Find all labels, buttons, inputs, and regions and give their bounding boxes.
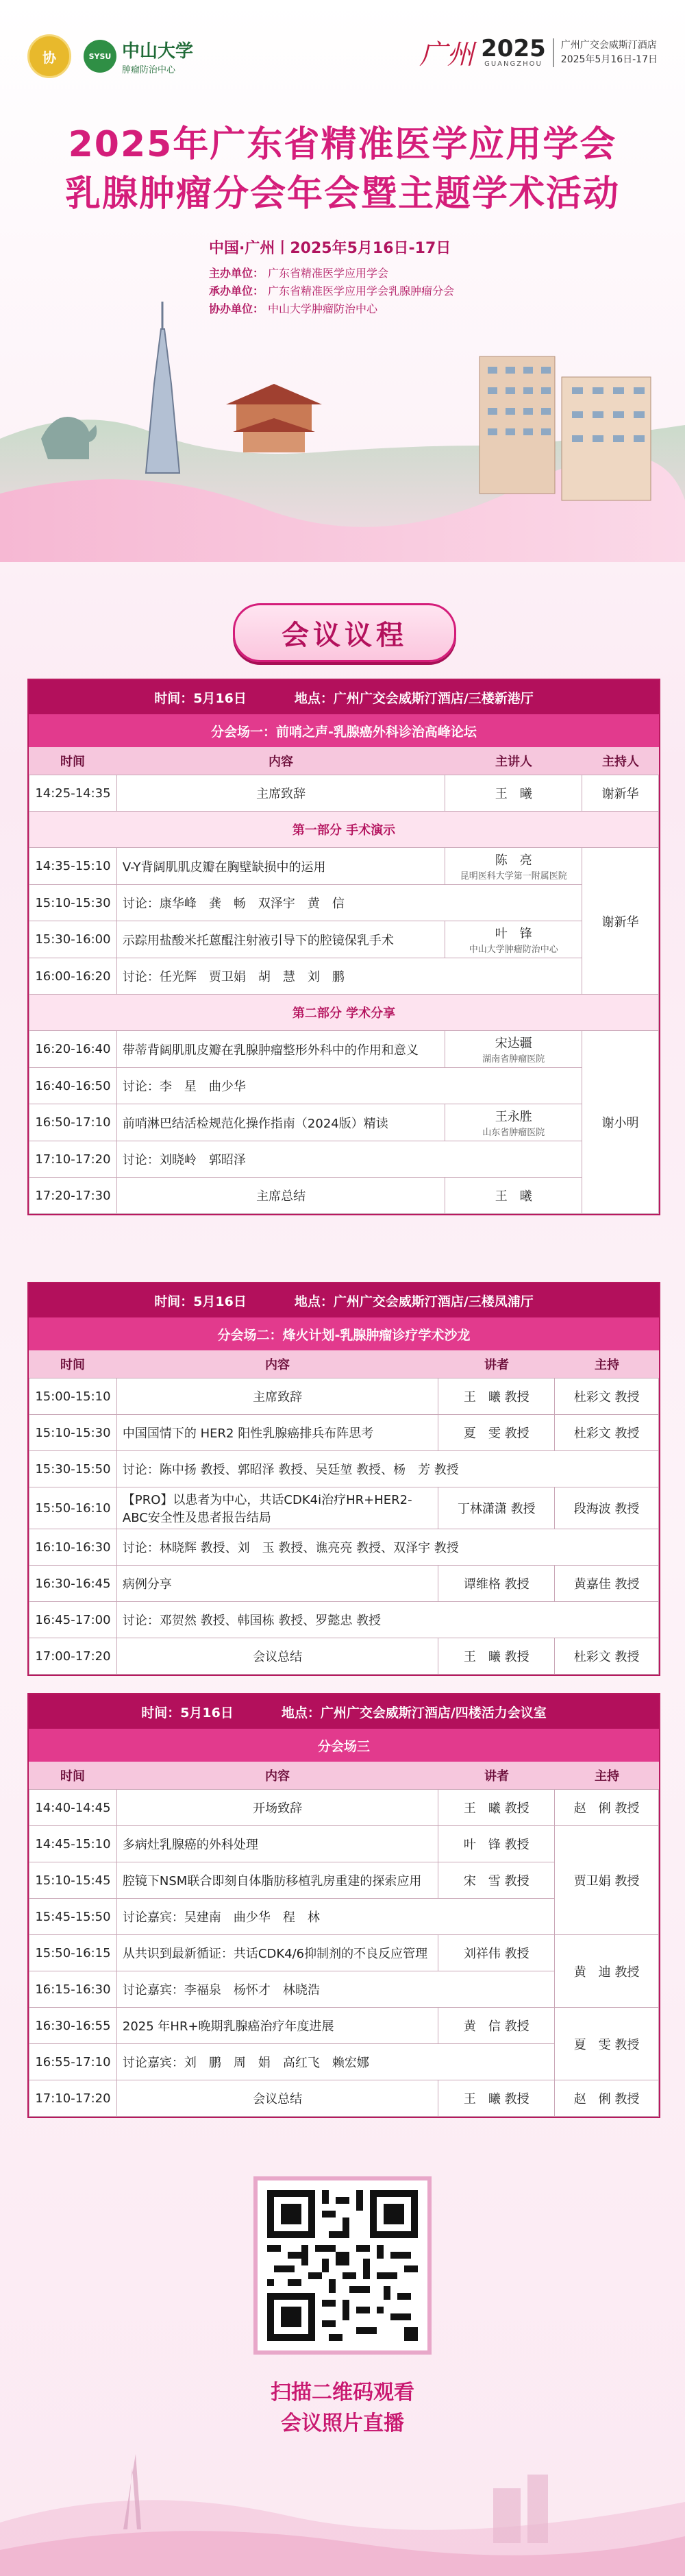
table-row: 16:10-16:30 讨论：林晓辉 教授、刘 玉 教授、谯亮亮 教授、双泽宇 教授 [29, 1529, 659, 1566]
table-row: 17:10-17:20 讨论：刘晓岭 郭昭泽 [29, 1141, 659, 1178]
table-row: 15:10-15:45 腔镜下NSM联合即刻自体脂肪移植乳房重建的探索应用 宋 雪 教授 [29, 1862, 659, 1899]
session-3-name: 分会场三 [29, 1729, 659, 1762]
session-1-time: 时间：5月16日 [154, 690, 247, 706]
session-3-place: 地点：广州广交会威斯汀酒店/四楼活力会议室 [281, 1705, 547, 1721]
footer-scenery-decoration [0, 2440, 685, 2576]
session-3-time: 时间：5月16日 [141, 1705, 234, 1721]
table-row: 16:30-16:55 2025 年HR+晚期乳腺癌治疗年度进展 黄 信 教授 夏 雯 教授 [29, 2008, 659, 2044]
sysu-logo [84, 37, 193, 75]
table-row: 17:00-17:20 会议总结 王 曦 教授 杜彩文 教授 [29, 1638, 659, 1675]
session-2-place: 地点：广州广交会威斯汀酒店/三楼凤浦厅 [294, 1293, 534, 1309]
agenda-section-title: 会议议程 [233, 603, 456, 662]
table-row: 15:50-16:10 【PRO】以患者为中心，共话CDK4i治疗HR+HER2-ABC安全性及患者报告结局 丁林潇潇 教授 段海波 教授 [29, 1487, 659, 1529]
table-row: 17:10-17:20 会议总结 王 曦 教授 赵 俐 教授 [29, 2080, 659, 2117]
part-row: 第一部分 手术演示 [29, 812, 659, 848]
table-row: 15:30-15:50 讨论：陈中扬 教授、郭昭泽 教授、吴廷堃 教授、杨 芳 教授 [29, 1451, 659, 1487]
session-1-name: 分会场一：前哨之声-乳腺癌外科诊治高峰论坛 [29, 714, 659, 747]
table-row: 16:55-17:10 讨论嘉宾：刘 鹏 周 娟 高红飞 赖宏娜 [29, 2044, 659, 2080]
table-row: 16:40-16:50 讨论：李 星 曲少华 [29, 1068, 659, 1104]
table-row: 15:10-15:30 讨论：康华峰 龚 畅 双泽宇 黄 信 [29, 885, 659, 921]
table-row: 16:00-16:20 讨论：任光辉 贾卫娟 胡 慧 刘 鹏 [29, 958, 659, 995]
session-3-columns: 时间 内容 讲者 主持 [29, 1762, 659, 1789]
table-row: 14:35-15:10 V-Y背阔肌肌皮瓣在胸壁缺损中的运用 陈 亮 昆明医科大学第一附属医院 谢新华 [29, 848, 659, 885]
table-row: 16:20-16:40 带蒂背阔肌肌皮瓣在乳腺肿瘤整形外科中的作用和意义 宋达疆 湖南省肿瘤医院 谢小明 [29, 1031, 659, 1068]
organizer-row: 承办单位： 广东省精准医学应用学会乳腺肿瘤分会 [209, 284, 455, 297]
session-2-name: 分会场二：烽火计划-乳腺肿瘤诊疗学术沙龙 [29, 1317, 659, 1350]
year: 2025 [481, 35, 546, 62]
city-badge [419, 33, 658, 72]
session-3-table [27, 1693, 660, 2118]
table-row: 14:25-14:35 主席致辞 王 曦 谢新华 [29, 775, 659, 812]
photo-live-qr-code[interactable] [253, 2176, 432, 2355]
session-2-schedule [29, 1378, 659, 1675]
table-row: 14:40-14:45 开场致辞 王 曦 教授 赵 俐 教授 [29, 1790, 659, 1826]
city-en: GUANGZHOU [484, 60, 543, 68]
location-date: 中国·广州丨2025年5月16日-17日 [209, 240, 451, 257]
table-row: 16:15-16:30 讨论嘉宾：李福泉 杨怀才 林晓浩 [29, 1971, 659, 2008]
sysu-sub: 肿瘤防治中心 [122, 65, 176, 75]
table-row: 16:30-16:45 病例分享 谭维格 教授 黄嘉佳 教授 [29, 1566, 659, 1602]
venue: 广州广交会威斯汀酒店 [560, 39, 657, 51]
session-1-place: 地点：广州广交会威斯汀酒店/三楼新港厅 [294, 690, 534, 706]
sysu-emblem-icon: SYSU [84, 40, 116, 73]
session-2-table [27, 1282, 660, 1676]
session-1-table [27, 679, 660, 1215]
main-title-line2: 乳腺肿瘤分会年会暨主题学术活动 [64, 173, 620, 215]
table-row: 15:10-15:30 中国国情下的 HER2 阳性乳腺癌排兵布阵思考 夏 雯 教授 杜彩文 教授 [29, 1415, 659, 1451]
session-1-columns: 时间 内容 主讲人 主持人 [29, 747, 659, 775]
qr-code-icon [267, 2190, 418, 2341]
table-row: 15:45-15:50 讨论嘉宾：吴建南 曲少华 程 林 [29, 1899, 659, 1935]
table-row: 16:50-17:10 前哨淋巴结活检规范化操作指南（2024版）精读 王永胜 山东省肿瘤医院 [29, 1104, 659, 1141]
session-3-schedule [29, 1789, 659, 2117]
session-2-columns: 时间 内容 讲者 主持 [29, 1350, 659, 1378]
organizer-logos [27, 34, 193, 78]
qr-caption-line1: 扫描二维码观看 [271, 2381, 414, 2405]
session-1-schedule [29, 775, 659, 1214]
society-logo: 协 [27, 34, 71, 78]
city-name: 广州 [419, 39, 475, 71]
qr-caption-line2: 会议照片直播 [281, 2411, 404, 2435]
table-row: 15:30-16:00 示踪用盐酸米托蒽醌注射液引导下的腔镜保乳手术 叶 锋 中山大学肿瘤防治中心 [29, 921, 659, 958]
dates: 2025年5月16日-17日 [560, 53, 658, 65]
table-row: 15:00-15:10 主席致辞 王 曦 教授 杜彩文 教授 [29, 1378, 659, 1415]
table-row: 14:45-15:10 多病灶乳腺癌的外科处理 叶 锋 教授 贾卫娟 教授 [29, 1826, 659, 1862]
part-row: 第二部分 学术分享 [29, 995, 659, 1031]
table-row: 15:50-16:15 从共识到最新循证：共话CDK4/6抑制剂的不良反应管理 刘祥伟 教授 黄 迪 教授 [29, 1935, 659, 1971]
co-organizer-row: 协办单位： 中山大学肿瘤防治中心 [209, 302, 378, 315]
guangzhou-scenery-illustration [0, 302, 685, 562]
host-row: 主办单位： 广东省精准医学应用学会 [209, 267, 389, 280]
table-row: 16:45-17:00 讨论：邓贺然 教授、韩国栋 教授、罗懿忠 教授 [29, 1602, 659, 1638]
table-row: 17:20-17:30 主席总结 王 曦 [29, 1178, 659, 1214]
session-2-time: 时间：5月16日 [154, 1293, 247, 1309]
sysu-name: 中山大学 [122, 41, 194, 62]
main-title-line1: 2025年广东省精准医学应用学会 [68, 124, 617, 165]
